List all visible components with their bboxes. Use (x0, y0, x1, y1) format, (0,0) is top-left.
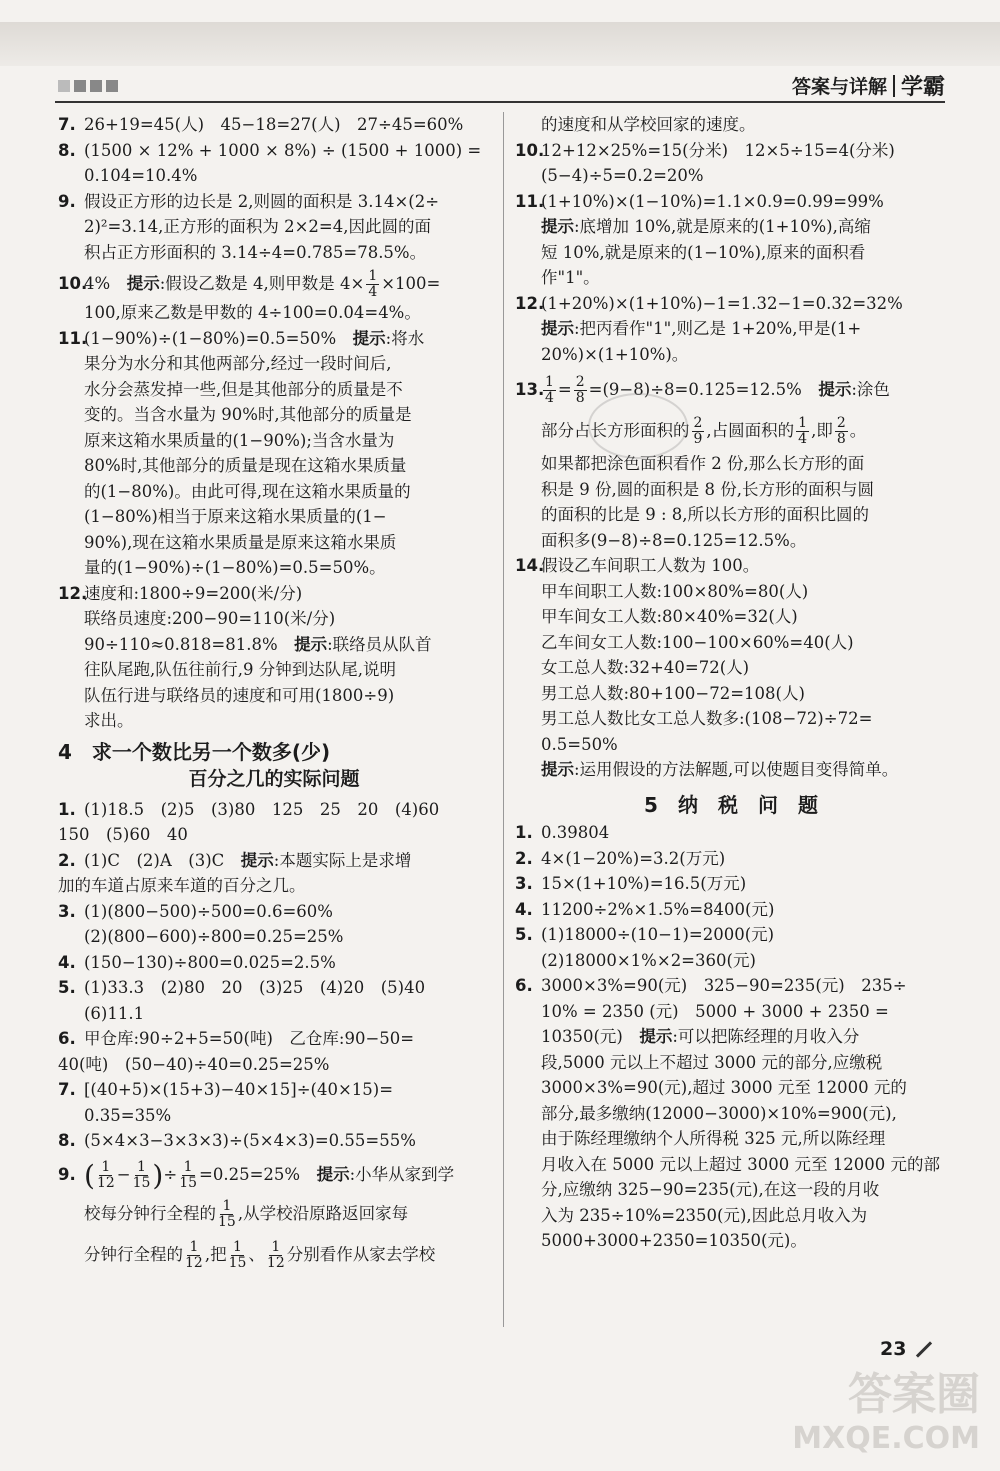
page-header (0, 0, 1000, 110)
s5-answer-6-line: 由于陈经理缴纳个人所得税 325 元,所以陈经理 (541, 1129, 886, 1148)
answer-12: 12.速度和:1800÷9=200(米/分) (58, 583, 303, 603)
s4-answer-6: 6. 甲仓库:90÷2+5=50(吨) 乙仓库:90−50= (58, 1029, 415, 1048)
answer-14-line: 甲车间职工人数:100×80%=80(人) (541, 581, 809, 601)
answer-10: 10.12+12×25%=15(分米) 12×5÷15=4(分米) (515, 140, 895, 160)
answer-13: 13. $\frac{1}{4}$ = $\frac{2}{8}$ =(9−8)÷8=0.125=12.5% 提示:涂色 (515, 374, 890, 406)
s5-answer-6-line: 月收入在 5000 元以上超过 3000 元至 12000 元的部 (541, 1154, 940, 1174)
s5-answer-6-line: 10% = 2350 (元) 5000 + 3000 + 2350 = (541, 1001, 889, 1021)
answer-8: 8. (1500 × 12% + 1000 × 8%) ÷ (1500 + 1000) = (58, 140, 482, 160)
answer-11: 11.(1−90%)÷(1−80%)=0.5=50% 提示:将水 (58, 328, 425, 348)
answer-11-line: 作"1"。 (541, 268, 600, 287)
right-column (515, 112, 947, 1254)
s4-answer-9-line: 校每分钟行全程的 $\frac{1}{15}$ ,从学校沿原路返回家每 (84, 1197, 409, 1230)
answer-11-line: (1−80%)相当于原来这箱水果质量的(1− (84, 507, 387, 526)
answer-7: 7. 26+19=45(人) 45−18=27(人) 27÷45=60% (58, 115, 464, 134)
brand-logo: 学霸 (900, 75, 945, 100)
answer-13-line: 如果都把涂色面积看作 2 份,那么长方形的面 (541, 454, 865, 473)
answer-11-line: 变的。当含水量为 90%时,其他部分的质量是 (84, 405, 412, 424)
answer-10-line: 100,原来乙数是甲数的 4÷100=0.04=4%。 (84, 303, 421, 322)
answer-10: 10.4% 提示:假设乙数是 4,则甲数是 4× $\frac{1}{4}$ ×100= (58, 268, 441, 300)
s5-answer-6-line: 部分,最多缴纳(12000−3000)×10%=900(元), (541, 1103, 897, 1123)
stamp-mark (588, 393, 688, 459)
answer-9-continued: 的速度和从学校回家的速度。 (541, 115, 756, 134)
answer-13-line: 部分占长方形面积的 $\frac{2}{9}$ ,占圆面积的 $\frac{1}{4}$ ,即 $\frac{2}{8}$ 。 (541, 415, 867, 447)
page-number-text: 23 (880, 1338, 907, 1360)
s5-answer-5-line: (2)18000×1%×2=360(元) (541, 950, 756, 970)
answer-9-line: 2)²=3.14,正方形的面积为 2×2=4,因此圆的面 (84, 217, 431, 236)
answer-12-line: 90÷110≈0.818=81.8% 提示:联络员从队首 (84, 634, 432, 654)
left-column (58, 112, 490, 1271)
s4-answer-5-line: (6)11.1 (84, 1003, 145, 1023)
header-title: 答案与详解 (791, 76, 887, 98)
answer-14-line: 提示:运用假设的方法解题,可以使题目变得简单。 (541, 760, 899, 779)
s5-answer-2: 2. 4×(1−20%)=3.2(万元) (515, 848, 726, 868)
answer-14-line: 甲车间女工人数:80×40%=32(人) (541, 607, 798, 626)
fraction: $\frac{1}{4}$ (368, 268, 378, 300)
page-number (880, 1338, 934, 1360)
s4-answer-2: 2. (1)C (2)A (3)C 提示:本题实际上是求增 (58, 850, 412, 870)
s4-answer-8: 8. (5×4×3−3×3×3)÷(5×4×3)=0.55=55% (58, 1131, 416, 1150)
s5-answer-6-line: 5000+3000+2350=10350(元)。 (541, 1231, 807, 1250)
answer-9-line: 积占正方形面积的 3.14÷4=0.785=78.5%。 (84, 242, 427, 262)
answer-11-line: 80%时,其他部分的质量是现在这箱水果质量 (84, 456, 407, 475)
column-divider (503, 112, 504, 1327)
s4-answer-7: 7. [(40+5)×(15+3)−40×15]÷(40×15)= (58, 1080, 394, 1099)
answer-14-line: 乙车间女工人数:100−100×60%=40(人) (541, 632, 854, 652)
answer-11: 11.(1+10%)×(1−10%)=1.1×0.9=0.99=99% (515, 191, 884, 211)
section-5-title: 5 纳 税 问 题 (644, 792, 818, 817)
answer-14-line: 男工总人数:80+100−72=108(人) (541, 683, 805, 703)
answer-12-line: 提示:把丙看作"1",则乙是 1+20%,甲是(1+ (541, 319, 862, 338)
s5-answer-6: 6. 3000×3%=90(元) 325−90=235(元) 235÷ (515, 976, 907, 995)
s4-answer-7-line: 0.35=35% (84, 1105, 172, 1125)
header-rule (55, 101, 945, 103)
header-squares (58, 80, 118, 92)
header-divider (893, 75, 895, 97)
s5-answer-6-line: 10350(元) 提示:可以把陈经理的月收入分 (541, 1027, 860, 1046)
answer-8-line: 0.104=10.4% (84, 166, 198, 185)
answer-14-line: 0.5=50% (541, 734, 618, 754)
s4-answer-9-line: 分钟行全程的 $\frac{1}{12}$ ,把 $\frac{1}{15}$ 、 $\frac{1}{12}$ 分别看作从家去学校 (84, 1238, 436, 1271)
section-4-title: 4 求一个数比另一个数多(少) (58, 739, 331, 764)
answer-11-line: 原来这箱水果质量的(1−90%);当含水量为 (84, 430, 395, 450)
s4-answer-3-line: (2)(800−600)÷800=0.25=25% (84, 927, 344, 946)
s4-answer-2-line: 加的车道占原来车道的百分之几。 (58, 876, 306, 895)
s5-answer-3: 3. 15×(1+10%)=16.5(万元) (515, 874, 747, 893)
answer-11-line: 量的(1−90%)÷(1−80%)=0.5=50%。 (84, 558, 386, 577)
answer-13-line: 面积多(9−8)÷8=0.125=12.5%。 (541, 530, 807, 550)
answer-12-line: 20%)×(1+10%)。 (541, 344, 689, 364)
pencil-icon (916, 1341, 932, 1357)
watermark (792, 1369, 980, 1461)
answer-14-line: 女工总人数:32+40=72(人) (541, 658, 750, 677)
answer-14: 14.假设乙车间职工人数为 100。 (515, 556, 760, 575)
s4-answer-4: 4. (150−130)÷800=0.025=2.5% (58, 952, 336, 972)
s5-answer-1: 1. 0.39804 (515, 823, 610, 842)
s4-answer-3: 3. (1)(800−500)÷500=0.6=60% (58, 901, 333, 921)
answer-11-line: 短 10%,就是原来的(1−10%),原来的面积看 (541, 242, 866, 262)
s4-answer-6-line: 40(吨) (50−40)÷40=0.25=25% (58, 1054, 330, 1074)
answer-11-line: 提示:底增加 10%,就是原来的(1+10%),高缩 (541, 217, 871, 236)
answer-12-line: 队伍行进与联络员的速度和可用(1800÷9) (84, 685, 395, 705)
s4-answer-1-line: 150 (5)60 40 (58, 825, 188, 844)
s4-answer-1: 1. (1)18.5 (2)5 (3)80 125 25 20 (4)60 (58, 799, 440, 819)
header-brand (792, 70, 945, 101)
answer-12-line: 往队尾跑,队伍往前行,9 分钟到达队尾,说明 (84, 660, 396, 679)
answer-12-line: 求出。 (84, 711, 134, 730)
answer-10-line: (5−4)÷5=0.2=20% (541, 166, 704, 185)
s5-answer-6-line: 分,应缴纳 325−90=235(元),在这一段的月收 (541, 1180, 880, 1199)
answer-13-line: 积是 9 份,圆的面积是 8 份,长方形的面积与圆 (541, 479, 874, 499)
answer-11-line: 水分会蒸发掉一些,但是其他部分的质量是不 (84, 379, 403, 399)
header-band (0, 22, 1000, 66)
s4-answer-5: 5. (1)33.3 (2)80 20 (3)25 (4)20 (5)40 (58, 978, 426, 997)
watermark-url: MXQE.COM (792, 1421, 980, 1456)
s5-answer-4: 4. 11200÷2%×1.5%=8400(元) (515, 899, 775, 919)
answer-11-line: 果分为水分和其他两部分,经过一段时间后, (84, 354, 392, 373)
section-4-subtitle: 百分之几的实际问题 (188, 768, 360, 790)
answer-12-line: 联络员速度:200−90=110(米/分) (84, 609, 336, 628)
answer-14-line: 男工总人数比女工总人数多:(108−72)÷72= (541, 709, 873, 728)
s5-answer-5: 5. (1)18000÷(10−1)=2000(元) (515, 925, 775, 944)
s5-answer-6-line: 段,5000 元以上不超过 3000 元的部分,应缴税 (541, 1052, 883, 1072)
answer-11-line: 90%),现在这箱水果质量是原来这箱水果质 (84, 532, 397, 552)
s5-answer-6-line: 3000×3%=90(元),超过 3000 元至 12000 元的 (541, 1078, 907, 1097)
s4-answer-9: 9. ( $\frac{1}{12}$ − $\frac{1}{15}$ )÷ $\frac{1}{15}$ =0.25=25% 提示:小华从家到学 (58, 1158, 455, 1192)
answer-13-line: 的面积的比是 9 : 8,所以长方形的面积比圆的 (541, 505, 870, 524)
answer-12: 12.(1+20%)×(1+10%)−1=1.32−1=0.32=32% (515, 293, 903, 313)
s5-answer-6-line: 入为 235÷10%=2350(元),因此总月收入为 (541, 1205, 868, 1225)
watermark-main: 答案圈 (848, 1369, 980, 1420)
answer-9: 9. 假设正方形的边长是 2,则圆的面积是 3.14×(2÷ (58, 191, 440, 211)
answer-11-line: 的(1−80%)。由此可得,现在这箱水果质量的 (84, 481, 411, 501)
